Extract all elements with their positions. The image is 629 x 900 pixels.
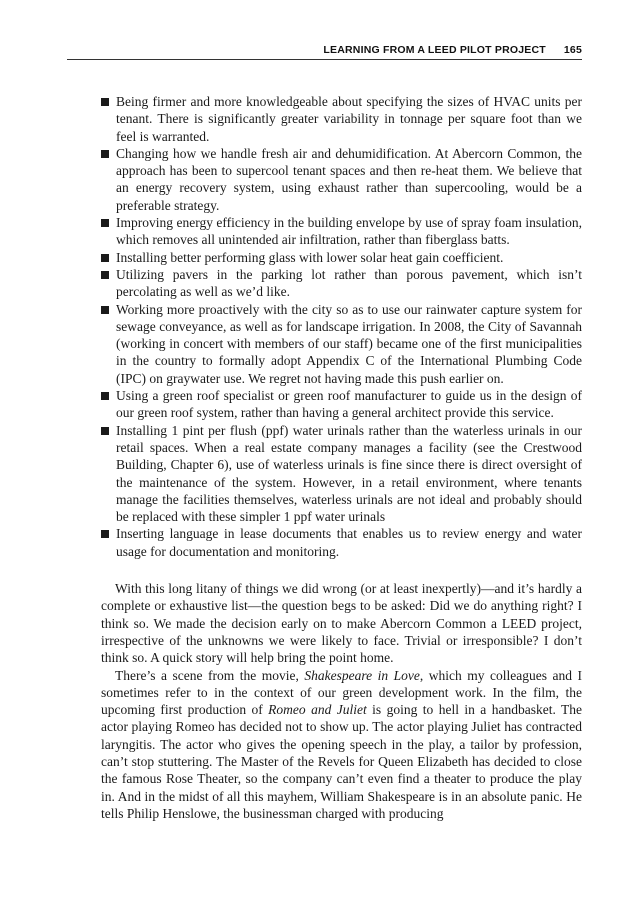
- paragraph-text: , which my colleagues and I sometimes refer to in the context of our green development work. In the film, the upcoming first production of: [101, 667, 583, 718]
- bullet-square-icon: [101, 219, 109, 227]
- bullet-item: [101, 145, 582, 214]
- bullet-item: [101, 266, 582, 301]
- bullet-square-icon: [101, 271, 109, 279]
- bullet-square-icon: [101, 427, 109, 435]
- running-title: LEARNING FROM A LEED PILOT PROJECT: [323, 44, 546, 56]
- bullet-text: Being firmer and more knowledgeable about specifying the sizes of HVAC units per tenant. There is significantly greater variability in tonnage per square foot than we feel is warranted.: [116, 94, 582, 144]
- bullet-square-icon: [101, 98, 109, 106]
- bullet-item: [101, 422, 582, 526]
- bullet-square-icon: [101, 254, 109, 262]
- bullet-text: Installing better performing glass with lower solar heat gain coefficient.: [116, 249, 504, 265]
- running-head: [0, 44, 582, 56]
- bullet-text: Inserting language in lease documents that enables us to review energy and water usage for documentation and monitoring.: [116, 526, 582, 559]
- bullet-square-icon: [101, 392, 109, 400]
- bullet-item: [101, 93, 582, 145]
- header-rule: [67, 59, 582, 60]
- bullet-list: [101, 93, 582, 560]
- bullet-item: [101, 214, 582, 249]
- bullet-text: Improving energy efficiency in the building envelope by use of spray foam insulation, which removes all unintended air infiltration, rather than fiberglass batts.: [116, 215, 582, 248]
- film-title: Shakespeare in Love: [304, 667, 420, 683]
- bullet-square-icon: [101, 150, 109, 158]
- bullet-text: Using a green roof specialist or green roof manufacturer to guide us in the design of our green roof system, rather than having a general architect provide this service.: [116, 388, 582, 421]
- bullet-item: [101, 387, 582, 422]
- page-number: 165: [563, 44, 582, 56]
- paragraph-text: There’s a scene from the movie,: [115, 667, 305, 683]
- body-paragraph: With this long litany of things we did wrong (or at least inexpertly)—and it’s hardly a complete or exhaustive list—the question begs to be asked: Did we do anything right? I think so. We made the decision early on to make Abercorn Common a LEED project, irrespective of the unknowns we were likely to face. Trivial or irresponsible? I don’t think so. A quick story will help bring the point home.: [101, 581, 582, 666]
- bullet-square-icon: [101, 530, 109, 538]
- bullet-square-icon: [101, 306, 109, 314]
- bullet-text: Working more proactively with the city so as to use our rainwater capture system for sewage conveyance, as well as for landscape irrigation. In 2008, the City of Savannah (working in concert with members of our staff) became one of the first municipalities in the country to formally adopt Appendix C of the International Plumbing Code (IPC) on graywater use. We regret not having made this push earlier on.: [116, 301, 582, 386]
- page-body: [101, 93, 582, 822]
- bullet-text: Changing how we handle fresh air and dehumidification. At Abercorn Common, the approach has been to supercool tenant spaces and then re-heat them. We believe that an energy recovery system, using exhaust rather than supercooling, would be a preferable strategy.: [116, 145, 582, 213]
- bullet-text: Utilizing pavers in the parking lot rather than porous pavement, which isn’t percolating as well as we’d like.: [116, 266, 582, 300]
- paragraph-text: is going to hell in a handbasket. The actor playing Romeo has decided not to show up. The actor playing Juliet has contracted laryngitis. The actor who gives the opening speech in the play, a tailor by profession, can’t stop stuttering. The Master of the Revels for Queen Elizabeth has decided to close the famous Rose Theater, so the company can’t even find a theater to produce the play in. And in the midst of all this mayhem, William Shakespeare is in an absolute panic. He tells Philip Henslowe, the businessman charged with producing: [101, 702, 582, 821]
- bullet-item: [101, 525, 582, 560]
- body-paragraph: [101, 667, 582, 823]
- play-title: Romeo and Juliet: [268, 702, 367, 718]
- bullet-item: [101, 301, 582, 387]
- bullet-text: Installing 1 pint per flush (ppf) water urinals rather than the waterless urinals in our retail spaces. When a real estate company manages a facility (see the Crestwood Building, Chapter 6), use of waterless urinals is fine since there is direct oversight of the maintenance of the system. However, in a retail environment, where tenants manage the facilities themselves, waterless urinals are not ideal and probably should be replaced with these simpler 1 ppf water urinals: [116, 422, 582, 525]
- bullet-item: [101, 249, 582, 266]
